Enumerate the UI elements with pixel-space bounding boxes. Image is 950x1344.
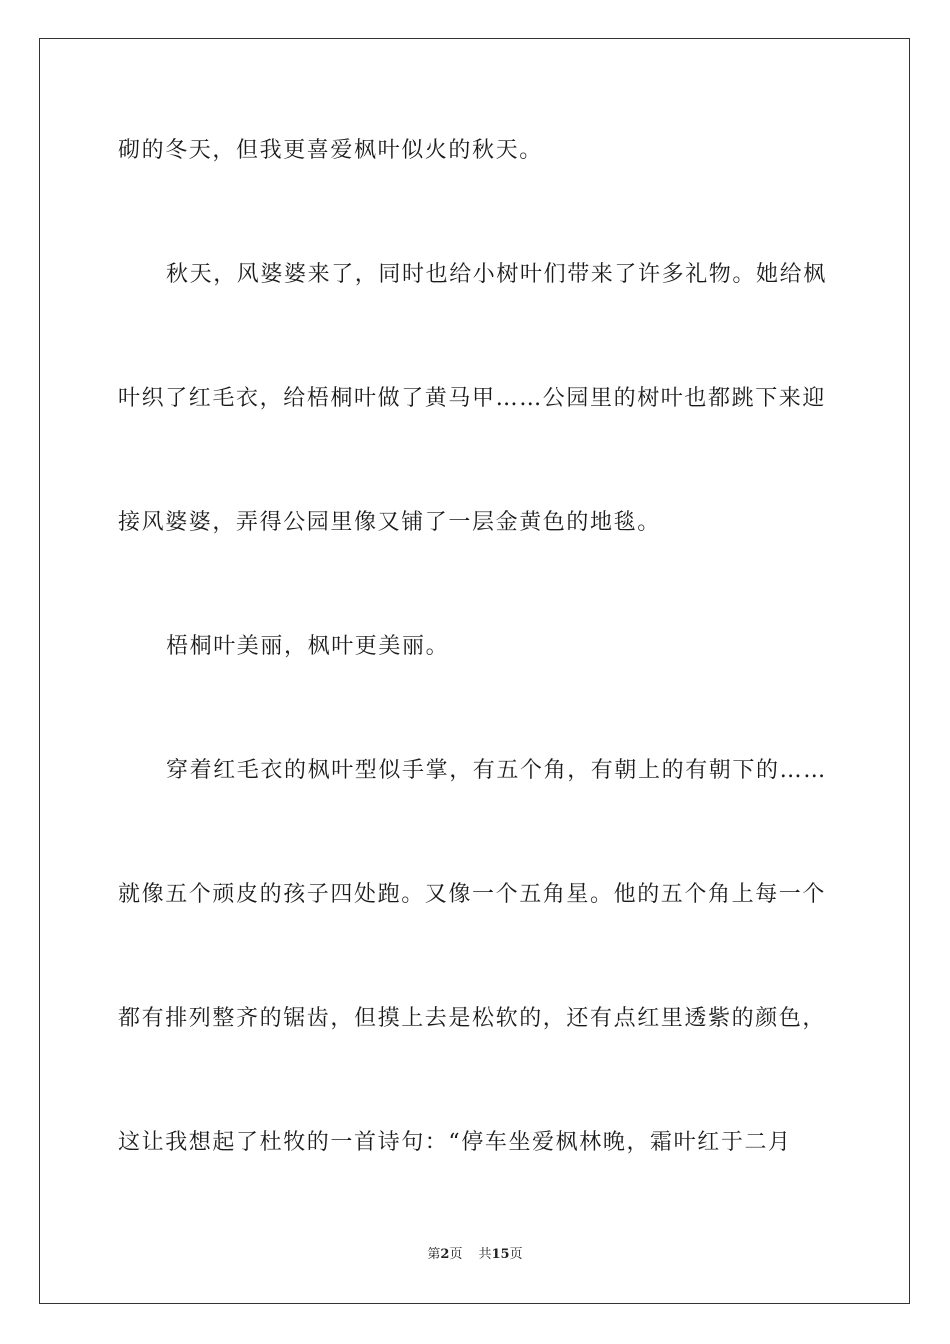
text-line: 梧桐叶美丽，枫叶更美丽。: [166, 634, 450, 659]
page-indicator: 第2页: [427, 1247, 463, 1262]
text-line: 这让我想起了杜牧的一首诗句：“停车坐爱枫林晚，霜叶红于二月: [118, 1130, 792, 1155]
text-line: 穿着红毛衣的枫叶型似手掌，有五个角，有朝上的有朝下的……: [166, 758, 827, 783]
text-line: 叶织了红毛衣，给梧桐叶做了黄马甲……公园里的树叶也都跳下来迎: [118, 386, 827, 411]
total-pages: 15: [491, 1247, 510, 1262]
page-number: 2: [440, 1247, 450, 1262]
text-line: 秋天，风婆婆来了，同时也给小树叶们带来了许多礼物。她给枫: [166, 262, 827, 287]
text-line: 砌的冬天，但我更喜爱枫叶似火的秋天。: [118, 138, 543, 163]
text-line: 接风婆婆，弄得公园里像又铺了一层金黄色的地毯。: [118, 510, 661, 535]
text-line: 都有排列整齐的锯齿，但摸上去是松软的，还有点红里透紫的颜色，: [118, 1006, 827, 1031]
page-footer: [0, 1246, 950, 1264]
page-border: [39, 38, 910, 1304]
total-pages-indicator: 共15页: [478, 1247, 523, 1262]
text-line: 就像五个顽皮的孩子四处跑。又像一个五角星。他的五个角上每一个: [118, 882, 827, 907]
